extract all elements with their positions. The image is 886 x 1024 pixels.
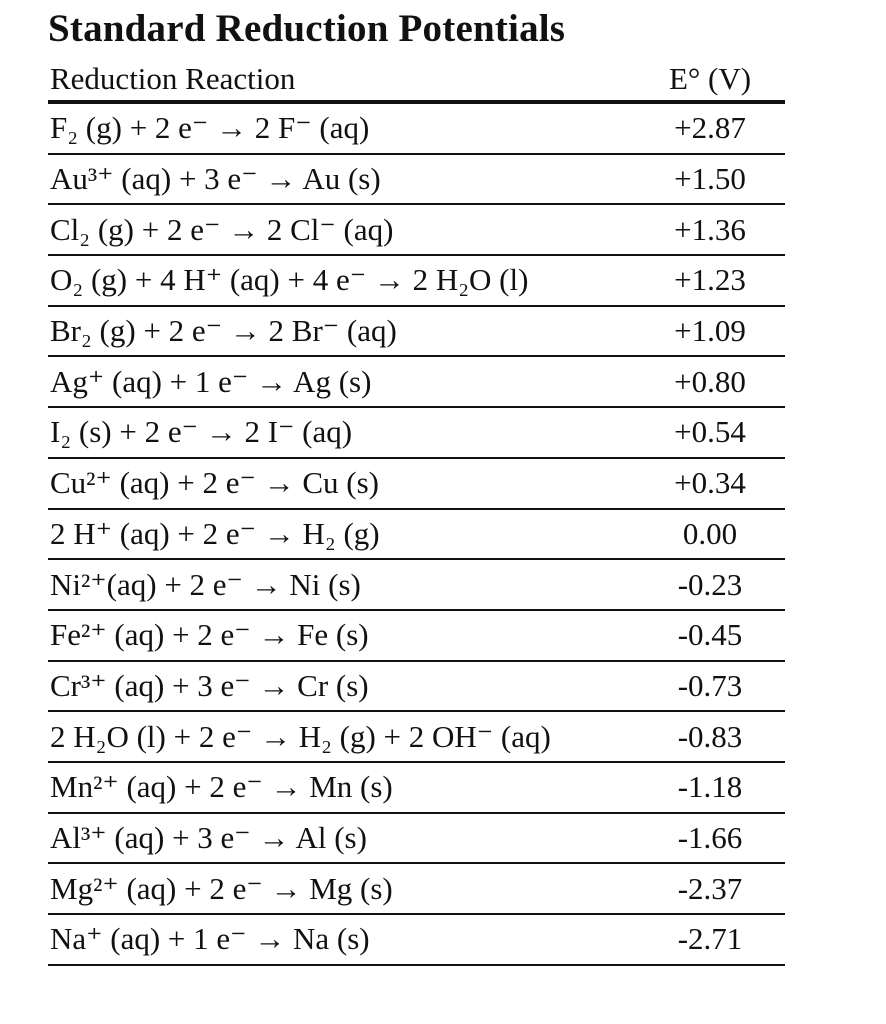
header-potential: E° (V) bbox=[668, 61, 752, 96]
potential-cell: 0.00 bbox=[682, 515, 738, 551]
potential-cell: -0.23 bbox=[677, 566, 743, 602]
table-row bbox=[48, 205, 785, 256]
reaction-cell: Au³⁺ (aq) + 3 e⁻ → Au (s) bbox=[50, 161, 381, 197]
reaction-cell: F₂ (g) + 2 e⁻ → 2 F⁻ (aq) bbox=[50, 110, 370, 146]
table-row bbox=[48, 662, 785, 713]
table-body bbox=[48, 104, 785, 966]
reaction-cell: Ni²⁺(aq) + 2 e⁻ → Ni (s) bbox=[50, 566, 361, 602]
potential-cell: -1.18 bbox=[677, 769, 743, 805]
reaction-cell: Fe²⁺ (aq) + 2 e⁻ → Fe (s) bbox=[50, 617, 369, 653]
reaction-cell: Na⁺ (aq) + 1 e⁻ → Na (s) bbox=[50, 921, 370, 957]
potential-cell: +1.23 bbox=[674, 262, 746, 298]
potential-cell: +0.34 bbox=[674, 465, 746, 501]
potential-cell: +1.50 bbox=[674, 161, 746, 197]
table-row bbox=[48, 611, 785, 662]
table-row bbox=[48, 408, 785, 459]
reaction-cell: Al³⁺ (aq) + 3 e⁻ → Al (s) bbox=[50, 819, 367, 855]
potential-cell: +0.80 bbox=[674, 363, 746, 399]
potential-cell: -0.73 bbox=[677, 667, 743, 703]
reaction-cell: 2 H₂O (l) + 2 e⁻ → H₂ (g) + 2 OH⁻ (aq) bbox=[50, 718, 551, 754]
reduction-potentials-table bbox=[48, 58, 785, 966]
table-row bbox=[48, 864, 785, 915]
table-row bbox=[48, 104, 785, 155]
table-row bbox=[48, 459, 785, 510]
table-row bbox=[48, 357, 785, 408]
reaction-cell: Mn²⁺ (aq) + 2 e⁻ → Mn (s) bbox=[50, 769, 393, 805]
table-row bbox=[48, 510, 785, 561]
table-row bbox=[48, 307, 785, 358]
potential-cell: -2.37 bbox=[677, 870, 743, 906]
reaction-cell: I₂ (s) + 2 e⁻ → 2 I⁻ (aq) bbox=[50, 414, 353, 450]
table-row bbox=[48, 155, 785, 206]
table-row bbox=[48, 814, 785, 865]
reaction-cell: 2 H⁺ (aq) + 2 e⁻ → H₂ (g) bbox=[50, 515, 380, 551]
potential-cell: +2.87 bbox=[674, 110, 746, 146]
reaction-cell: Mg²⁺ (aq) + 2 e⁻ → Mg (s) bbox=[50, 870, 393, 906]
page-title: Standard Reduction Potentials bbox=[48, 7, 566, 50]
potential-cell: -0.45 bbox=[677, 617, 743, 653]
table-header bbox=[48, 58, 785, 104]
table-row bbox=[48, 560, 785, 611]
potential-cell: -1.66 bbox=[677, 819, 743, 855]
table-row bbox=[48, 763, 785, 814]
table-row bbox=[48, 712, 785, 763]
reaction-cell: O₂ (g) + 4 H⁺ (aq) + 4 e⁻ → 2 H₂O (l) bbox=[50, 262, 529, 298]
potential-cell: +1.09 bbox=[674, 313, 746, 349]
potential-cell: -2.71 bbox=[677, 921, 743, 957]
potential-cell: +0.54 bbox=[674, 414, 746, 450]
potential-cell: -0.83 bbox=[677, 718, 743, 754]
header-reaction: Reduction Reaction bbox=[50, 61, 296, 96]
reaction-cell: Cr³⁺ (aq) + 3 e⁻ → Cr (s) bbox=[50, 667, 369, 703]
potential-cell: +1.36 bbox=[674, 211, 746, 247]
table-row bbox=[48, 256, 785, 307]
reaction-cell: Cu²⁺ (aq) + 2 e⁻ → Cu (s) bbox=[50, 465, 379, 501]
reaction-cell: Br₂ (g) + 2 e⁻ → 2 Br⁻ (aq) bbox=[50, 313, 397, 349]
table-row bbox=[48, 915, 785, 966]
reaction-cell: Ag⁺ (aq) + 1 e⁻ → Ag (s) bbox=[50, 363, 372, 399]
reaction-cell: Cl₂ (g) + 2 e⁻ → 2 Cl⁻ (aq) bbox=[50, 211, 394, 247]
